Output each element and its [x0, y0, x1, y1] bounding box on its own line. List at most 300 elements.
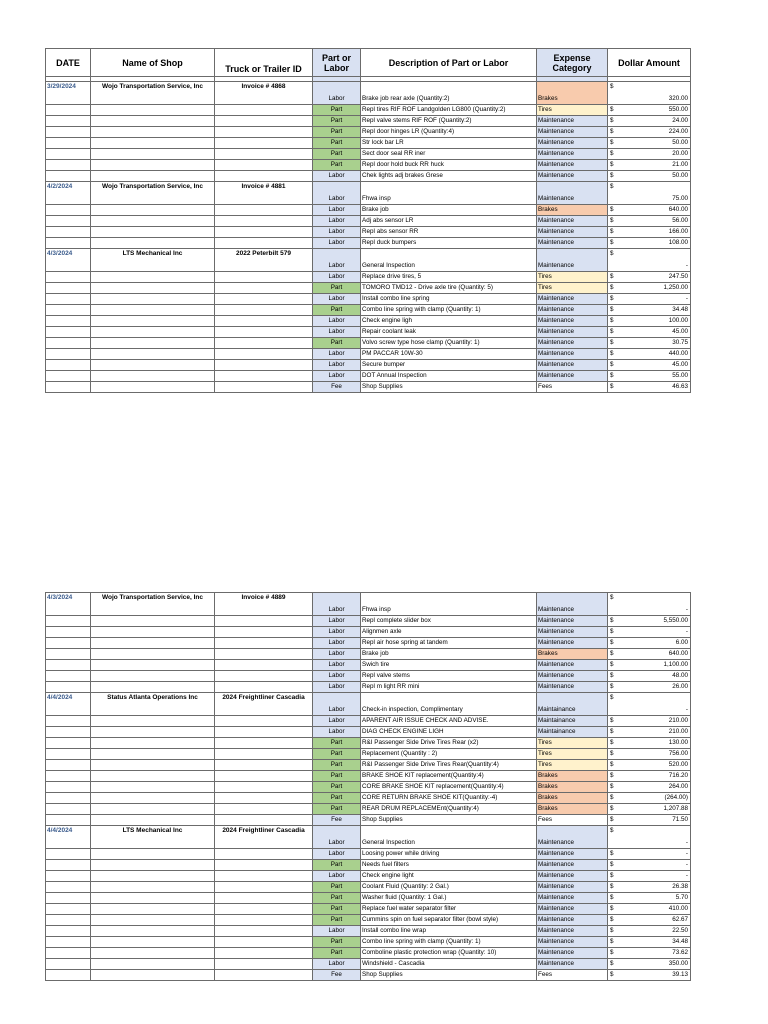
currency-symbol: $ [610, 694, 614, 701]
truck-id-cell [215, 127, 313, 138]
shop-name-cell [91, 316, 215, 327]
table-row [46, 926, 691, 937]
date-cell [46, 926, 91, 937]
truck-id-cell [215, 716, 313, 727]
part-or-labor-cell: Labor [313, 294, 361, 305]
description-cell: Repl air hose spring at tandem [361, 638, 537, 649]
shop-name-cell: Wojo Transportation Service, Inc [91, 182, 215, 205]
expense-category-cell: Maintenance [537, 305, 608, 316]
table-row [46, 937, 691, 948]
shop-name-cell [91, 771, 215, 782]
table-row [46, 138, 691, 149]
table-row [46, 238, 691, 249]
description-cell: Swich tire [361, 660, 537, 671]
date-cell [46, 283, 91, 294]
amount-value: 50.00 [672, 172, 688, 179]
dollar-amount-cell [608, 871, 691, 882]
description-cell: Secure bumper [361, 360, 537, 371]
dollar-amount-cell [608, 249, 691, 272]
date-cell: 3/29/2024 [46, 82, 91, 105]
dollar-amount-cell [608, 815, 691, 826]
shop-name-cell [91, 682, 215, 693]
truck-id-cell [215, 138, 313, 149]
date-cell [46, 815, 91, 826]
shop-name-cell [91, 937, 215, 948]
dollar-amount-cell [608, 693, 691, 716]
amount-value: 550.00 [668, 106, 688, 113]
table-row [46, 749, 691, 760]
date-cell [46, 871, 91, 882]
amount-value: 224.00 [668, 128, 688, 135]
truck-id-cell: 2024 Freightliner Cascadia [215, 826, 313, 849]
date-cell [46, 771, 91, 782]
dollar-amount-cell [608, 804, 691, 815]
part-or-labor-cell: Labor [313, 849, 361, 860]
truck-id-cell [215, 782, 313, 793]
dollar-amount-cell [608, 227, 691, 238]
expense-category-cell: Tires [537, 283, 608, 294]
dollar-amount-cell [608, 294, 691, 305]
amount-value: 45.00 [672, 328, 688, 335]
expense-category-cell: Maintenance [537, 593, 608, 616]
amount-value: 130.00 [668, 739, 688, 746]
date-cell [46, 327, 91, 338]
truck-id-cell [215, 638, 313, 649]
truck-id-cell [215, 371, 313, 382]
truck-id-cell [215, 771, 313, 782]
part-or-labor-cell: Labor [313, 227, 361, 238]
part-or-labor-cell: Part [313, 738, 361, 749]
description-cell: Sect door seal RR iner [361, 149, 537, 160]
part-or-labor-cell: Part [313, 937, 361, 948]
dollar-amount-cell [608, 849, 691, 860]
header-date: DATE [46, 49, 91, 77]
expense-category-cell: Maintainance [537, 693, 608, 716]
dollar-amount-cell [608, 638, 691, 649]
amount-value: - [685, 872, 688, 879]
dollar-amount-cell [608, 959, 691, 970]
shop-name-cell [91, 138, 215, 149]
description-cell: Replace drive tires, 5 [361, 272, 537, 283]
dollar-amount-cell [608, 272, 691, 283]
expense-category-cell: Maintenance [537, 327, 608, 338]
amount-value: 6.00 [675, 639, 688, 646]
date-cell [46, 882, 91, 893]
part-or-labor-cell: Labor [313, 272, 361, 283]
date-cell [46, 671, 91, 682]
expense-category-cell: Brakes [537, 82, 608, 105]
amount-value: - [685, 628, 688, 635]
date-cell: 4/3/2024 [46, 593, 91, 616]
dollar-amount-cell [608, 238, 691, 249]
table-row [46, 970, 691, 981]
part-or-labor-cell: Labor [313, 871, 361, 882]
part-or-labor-cell: Labor [313, 682, 361, 693]
dollar-amount-cell [608, 627, 691, 638]
truck-id-cell [215, 893, 313, 904]
description-cell: Needs fuel filters [361, 860, 537, 871]
expense-category-cell: Maintenance [537, 160, 608, 171]
dollar-amount-cell [608, 149, 691, 160]
currency-symbol: $ [610, 317, 614, 324]
table-row [46, 804, 691, 815]
currency-symbol: $ [610, 228, 614, 235]
amount-value: 45.00 [672, 361, 688, 368]
expense-category-cell: Maintenance [537, 138, 608, 149]
truck-id-cell [215, 238, 313, 249]
amount-value: 34.48 [672, 938, 688, 945]
expense-category-cell: Maintenance [537, 371, 608, 382]
expense-category-cell: Maintenance [537, 249, 608, 272]
date-cell [46, 915, 91, 926]
amount-value: 73.62 [672, 949, 688, 956]
dollar-amount-cell [608, 382, 691, 393]
currency-symbol: $ [610, 161, 614, 168]
table-row [46, 860, 691, 871]
currency-symbol: $ [610, 717, 614, 724]
shop-name-cell [91, 382, 215, 393]
table-row [46, 82, 691, 105]
expense-category-cell: Maintenance [537, 116, 608, 127]
dollar-amount-cell [608, 182, 691, 205]
dollar-amount-cell [608, 926, 691, 937]
table-row [46, 227, 691, 238]
part-or-labor-cell: Part [313, 893, 361, 904]
amount-value: (264.00) [664, 794, 688, 801]
dollar-amount-cell [608, 682, 691, 693]
date-cell [46, 116, 91, 127]
expense-category-cell: Maintenance [537, 660, 608, 671]
currency-symbol: $ [610, 805, 614, 812]
expense-category-cell: Maintenance [537, 937, 608, 948]
expense-sheet-1 [45, 48, 690, 393]
shop-name-cell [91, 738, 215, 749]
truck-id-cell [215, 904, 313, 915]
table-row [46, 627, 691, 638]
dollar-amount-cell [608, 882, 691, 893]
part-or-labor-cell: Labor [313, 826, 361, 849]
part-or-labor-cell: Labor [313, 205, 361, 216]
currency-symbol: $ [610, 361, 614, 368]
date-cell [46, 205, 91, 216]
shop-name-cell: Status Atlanta Operations Inc [91, 693, 215, 716]
expense-category-cell: Brakes [537, 205, 608, 216]
currency-symbol: $ [610, 106, 614, 113]
amount-value: - [685, 839, 688, 846]
truck-id-cell [215, 360, 313, 371]
currency-symbol: $ [610, 905, 614, 912]
shop-name-cell [91, 671, 215, 682]
table-row [46, 360, 691, 371]
part-or-labor-cell: Part [313, 138, 361, 149]
dollar-amount-cell [608, 915, 691, 926]
amount-value: 26.00 [672, 683, 688, 690]
part-or-labor-cell: Labor [313, 638, 361, 649]
dollar-amount-cell [608, 671, 691, 682]
date-cell [46, 638, 91, 649]
description-cell: Brake job [361, 205, 537, 216]
expense-category-cell: Brakes [537, 649, 608, 660]
shop-name-cell [91, 871, 215, 882]
truck-id-cell [215, 616, 313, 627]
part-or-labor-cell: Part [313, 782, 361, 793]
currency-symbol: $ [610, 816, 614, 823]
part-or-labor-cell: Labor [313, 82, 361, 105]
currency-symbol: $ [610, 250, 614, 257]
shop-name-cell: Wojo Transportation Service, Inc [91, 82, 215, 105]
currency-symbol: $ [610, 861, 614, 868]
amount-value: - [685, 262, 688, 269]
currency-symbol: $ [610, 284, 614, 291]
description-cell: Str lock bar LR [361, 138, 537, 149]
truck-id-cell [215, 105, 313, 116]
currency-symbol: $ [610, 872, 614, 879]
description-cell: Chek lights adj brakes Grese [361, 171, 537, 182]
amount-value: 210.00 [668, 717, 688, 724]
shop-name-cell [91, 649, 215, 660]
header-category: Expense Category [537, 49, 608, 77]
expense-category-cell: Maintenance [537, 915, 608, 926]
date-cell [46, 893, 91, 904]
shop-name-cell [91, 716, 215, 727]
shop-name-cell [91, 860, 215, 871]
dollar-amount-cell [608, 349, 691, 360]
expense-category-cell: Maintenance [537, 882, 608, 893]
truck-id-cell [215, 793, 313, 804]
shop-name-cell [91, 959, 215, 970]
table-row [46, 959, 691, 970]
dollar-amount-cell [608, 738, 691, 749]
expense-category-cell: Tires [537, 760, 608, 771]
expense-category-cell: Maintenance [537, 948, 608, 959]
shop-name-cell [91, 893, 215, 904]
expense-category-cell: Tires [537, 738, 608, 749]
description-cell: Repl abs sensor RR [361, 227, 537, 238]
expense-category-cell: Maintenance [537, 904, 608, 915]
table-row [46, 272, 691, 283]
shop-name-cell [91, 227, 215, 238]
description-cell: BRAKE SHOE KIT replacement(Quantity:4) [361, 771, 537, 782]
description-cell: Brake job rear axle (Quantity:2) [361, 82, 537, 105]
shop-name-cell [91, 616, 215, 627]
expense-category-cell: Fees [537, 382, 608, 393]
amount-value: 48.00 [672, 672, 688, 679]
header-amount: Dollar Amount [608, 49, 691, 77]
header-description: Description of Part or Labor [361, 49, 537, 77]
dollar-amount-cell [608, 716, 691, 727]
truck-id-cell [215, 959, 313, 970]
date-cell [46, 338, 91, 349]
table-row [46, 649, 691, 660]
truck-id-cell: Invoice # 4889 [215, 593, 313, 616]
description-cell: Fhwa insp [361, 182, 537, 205]
amount-value: 410.00 [668, 905, 688, 912]
dollar-amount-cell [608, 793, 691, 804]
description-cell: DOT Annual Inspection [361, 371, 537, 382]
amount-value: 520.00 [668, 761, 688, 768]
date-cell [46, 127, 91, 138]
truck-id-cell [215, 272, 313, 283]
amount-value: 1,250.00 [663, 284, 688, 291]
dollar-amount-cell [608, 216, 691, 227]
date-cell [46, 360, 91, 371]
amount-value: 24.00 [672, 117, 688, 124]
description-cell: Cummins spin on fuel separator filter (bowl style) [361, 915, 537, 926]
truck-id-cell: Invoice # 4868 [215, 82, 313, 105]
shop-name-cell: Wojo Transportation Service, Inc [91, 593, 215, 616]
date-cell [46, 316, 91, 327]
expense-category-cell: Brakes [537, 804, 608, 815]
date-cell [46, 138, 91, 149]
description-cell: Repl valve stems RIF ROF (Quantity:2) [361, 116, 537, 127]
currency-symbol: $ [610, 794, 614, 801]
expense-category-cell: Maintenance [537, 627, 608, 638]
truck-id-cell [215, 294, 313, 305]
currency-symbol: $ [610, 628, 614, 635]
dollar-amount-cell [608, 727, 691, 738]
shop-name-cell [91, 882, 215, 893]
table-row [46, 216, 691, 227]
currency-symbol: $ [610, 661, 614, 668]
truck-id-cell [215, 216, 313, 227]
truck-id-cell: 2022 Peterbilt 579 [215, 249, 313, 272]
date-cell [46, 782, 91, 793]
description-cell: Shop Supplies [361, 970, 537, 981]
currency-symbol: $ [610, 206, 614, 213]
dollar-amount-cell [608, 948, 691, 959]
date-cell [46, 216, 91, 227]
expense-category-cell: Tires [537, 105, 608, 116]
amount-value: 26.38 [672, 883, 688, 890]
shop-name-cell [91, 105, 215, 116]
dollar-amount-cell [608, 316, 691, 327]
date-cell [46, 349, 91, 360]
currency-symbol: $ [610, 772, 614, 779]
description-cell: DIAG CHECK ENGINE LIGH [361, 727, 537, 738]
shop-name-cell [91, 205, 215, 216]
description-cell: Check-in inspection, Complimentary [361, 693, 537, 716]
shop-name-cell [91, 238, 215, 249]
part-or-labor-cell: Labor [313, 693, 361, 716]
shop-name-cell [91, 815, 215, 826]
part-or-labor-cell: Part [313, 305, 361, 316]
expense-category-cell: Maintenance [537, 638, 608, 649]
amount-value: 30.75 [672, 339, 688, 346]
table-row [46, 948, 691, 959]
expense-category-cell: Tires [537, 749, 608, 760]
dollar-amount-cell [608, 970, 691, 981]
date-cell [46, 716, 91, 727]
dollar-amount-cell [608, 127, 691, 138]
date-cell [46, 382, 91, 393]
truck-id-cell [215, 671, 313, 682]
table-body [46, 77, 691, 393]
amount-value: 75.00 [672, 195, 688, 202]
currency-symbol: $ [610, 594, 614, 601]
description-cell: Repl tires RIF ROF Landgolden LG800 (Quantity:2) [361, 105, 537, 116]
currency-symbol: $ [610, 783, 614, 790]
amount-value: 21.00 [672, 161, 688, 168]
date-cell [46, 305, 91, 316]
date-cell: 4/3/2024 [46, 249, 91, 272]
currency-symbol: $ [610, 150, 614, 157]
currency-symbol: $ [610, 827, 614, 834]
shop-name-cell [91, 160, 215, 171]
description-cell: Repl door hold buck RR huck [361, 160, 537, 171]
date-cell [46, 970, 91, 981]
dollar-amount-cell [608, 616, 691, 627]
part-or-labor-cell: Labor [313, 349, 361, 360]
amount-value: 640.00 [668, 206, 688, 213]
dollar-amount-cell [608, 782, 691, 793]
shop-name-cell [91, 127, 215, 138]
description-cell: Brake job [361, 649, 537, 660]
description-cell: CORE BRAKE SHOE KIT replacement(Quantity:4) [361, 782, 537, 793]
header-shop: Name of Shop [91, 49, 215, 77]
dollar-amount-cell [608, 283, 691, 294]
date-cell [46, 627, 91, 638]
amount-value: 62.67 [672, 916, 688, 923]
table-row [46, 382, 691, 393]
dollar-amount-cell [608, 660, 691, 671]
amount-value: 1,207.88 [663, 805, 688, 812]
amount-value: - [685, 850, 688, 857]
table-row [46, 660, 691, 671]
shop-name-cell [91, 327, 215, 338]
date-cell [46, 160, 91, 171]
part-or-labor-cell: Labor [313, 926, 361, 937]
expense-table-1 [45, 48, 691, 393]
expense-category-cell: Maintenance [537, 227, 608, 238]
date-cell [46, 760, 91, 771]
part-or-labor-cell: Labor [313, 959, 361, 970]
part-or-labor-cell: Part [313, 915, 361, 926]
shop-name-cell [91, 782, 215, 793]
table-row [46, 638, 691, 649]
truck-id-cell [215, 305, 313, 316]
date-cell [46, 849, 91, 860]
date-cell [46, 105, 91, 116]
expense-sheet-2 [45, 592, 690, 981]
truck-id-cell [215, 871, 313, 882]
shop-name-cell [91, 272, 215, 283]
currency-symbol: $ [610, 139, 614, 146]
currency-symbol: $ [610, 306, 614, 313]
table-row [46, 793, 691, 804]
description-cell: Replace fuel water separator filter [361, 904, 537, 915]
truck-id-cell [215, 937, 313, 948]
table-row [46, 871, 691, 882]
table-row [46, 371, 691, 382]
currency-symbol: $ [610, 83, 614, 90]
date-cell [46, 616, 91, 627]
currency-symbol: $ [610, 750, 614, 757]
part-or-labor-cell: Fee [313, 815, 361, 826]
truck-id-cell [215, 970, 313, 981]
description-cell: Combo line spring with clamp (Quantity: 1) [361, 305, 537, 316]
dollar-amount-cell [608, 360, 691, 371]
date-cell: 4/4/2024 [46, 826, 91, 849]
amount-value: 46.63 [672, 383, 688, 390]
truck-id-cell [215, 815, 313, 826]
part-or-labor-cell: Labor [313, 727, 361, 738]
expense-category-cell: Tires [537, 272, 608, 283]
part-or-labor-cell: Labor [313, 616, 361, 627]
currency-symbol: $ [610, 350, 614, 357]
dollar-amount-cell [608, 160, 691, 171]
truck-id-cell [215, 382, 313, 393]
description-cell: Windshield - Cascadia [361, 959, 537, 970]
